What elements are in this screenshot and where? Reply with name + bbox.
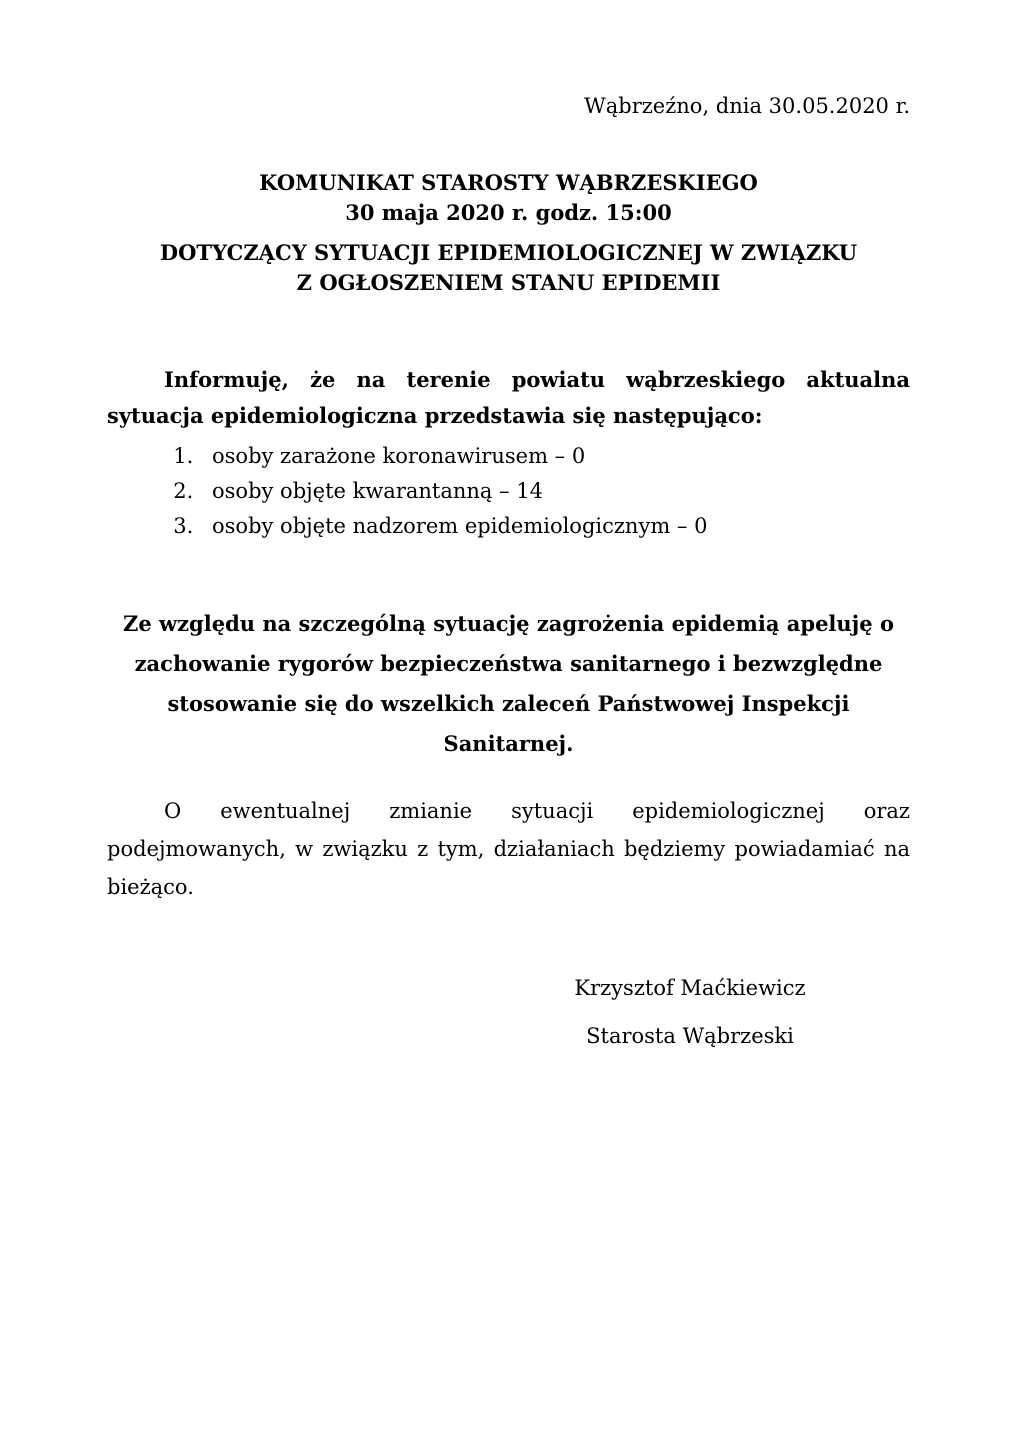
signature-title: Starosta Wąbrzeski xyxy=(586,1024,794,1048)
situation-list xyxy=(107,444,910,538)
heading-datetime: 30 maja 2020 r. godz. 15:00 xyxy=(345,200,672,225)
heading-title: KOMUNIKAT STAROSTY WĄBRZESKIEGO xyxy=(259,170,758,195)
heading-subject-line1: DOTYCZĄCY SYTUACJI EPIDEMIOLOGICZNEJ W ZWIĄZKU xyxy=(159,240,858,265)
heading-block-main xyxy=(107,168,910,228)
signature-name: Krzysztof Maćkiewicz xyxy=(574,976,806,1000)
list-item-infected: 1. osoby zarażone koronawirusem – 0 xyxy=(200,444,910,468)
list-item-quarantine: 2. osoby objęte kwarantanną – 14 xyxy=(200,479,910,503)
signature-block xyxy=(470,976,910,1048)
closing-paragraph: O ewentualnej zmianie sytuacji epidemiologicznej oraz podejmowanych, w związku z tym, działaniach będziemy powiadamiać na bieżąco. xyxy=(107,799,910,899)
date-line: Wąbrzeźno, dnia 30.05.2020 r. xyxy=(584,94,910,118)
intro-paragraph: Informuję, że na terenie powiatu wąbrzeskiego aktualna sytuacja epidemiologiczna przedstawia się następująco: xyxy=(107,367,910,428)
list-item-surveillance: 3. osoby objęte nadzorem epidemiologicznym – 0 xyxy=(200,514,910,538)
heading-block-subject xyxy=(107,238,910,298)
appeal-paragraph: Ze względu na szczególną sytuację zagrożenia epidemią apeluję o zachowanie rygorów bezpieczeństwa sanitarnego i bezwzględne stosowanie się do wszelkich zaleceń Państwowej Inspekcji Sanitarnej. xyxy=(123,611,894,756)
heading-subject-line2: Z OGŁOSZENIEM STANU EPIDEMII xyxy=(296,270,721,295)
